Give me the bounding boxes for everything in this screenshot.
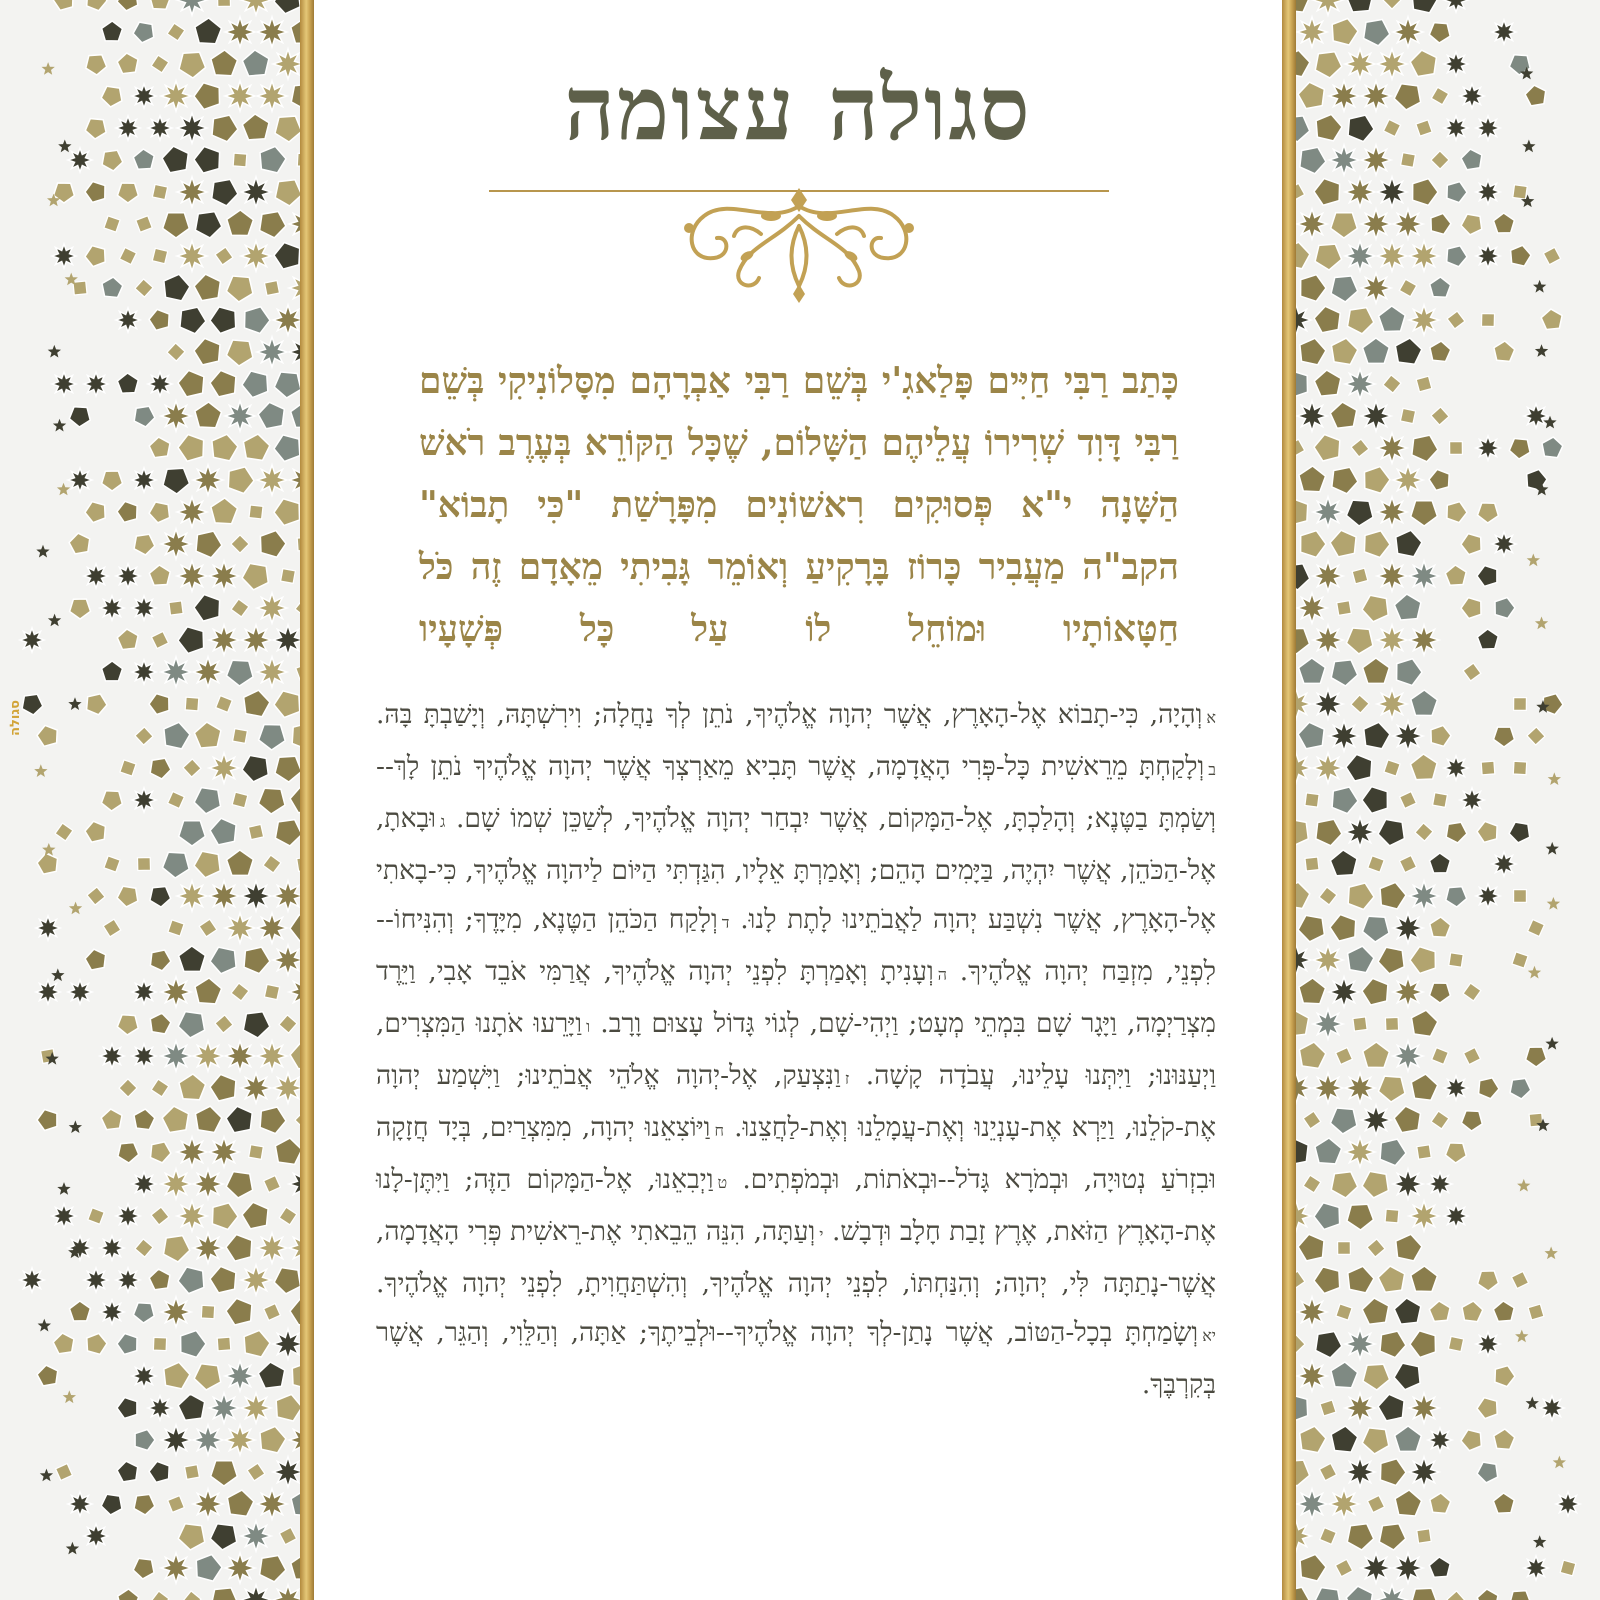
verse-text: וְעָנִיתָ וְאָמַרְתָּ לִפְנֵי יְהוָה אֱלֹהֶיךָ, אֲרַמִּי אֹבֵד אָבִי, וַיֵּרֶד מִצְרַיְמָה, וַיָּגָר שָׁם בִּמְתֵי מְעָט; וַיְהִי-שָׁם, לְגוֹי גָּדוֹל עָצוּם וָרָב. — [376, 956, 1216, 1039]
verse-text: וְלָקַחְתָּ מֵרֵאשִׁית כָּל-פְּרִי הָאֲדָמָה, אֲשֶׁר תָּבִיא מֵאַרְצְךָ אֲשֶׁר יְהוָה אֱלֹהֶיךָ נֹתֵן לָךְ--וְשַׂמְתָּ בַטֶּנֶא; וְהָלַכְתָּ, אֶל-הַמָּקוֹם, אֲשֶׁר יִבְחַר יְהוָה אֱלֹהֶיךָ, לְשַׁכֵּן שְׁמוֹ שָׁם. — [376, 751, 1216, 834]
left-gold-bar — [300, 0, 314, 1600]
left-pattern-border — [0, 0, 300, 1600]
verse-number: ג — [440, 812, 446, 831]
verse-text: וְשָׂמַחְתָּ בְכָל-הַטּוֹב, אֲשֶׁר נָתַן-לְךָ יְהוָה אֱלֹהֶיךָ--וּלְבֵיתֶךָ; אַתָּה, וְהַלֵּוִי, וְהַגֵּר, אֲשֶׁר בְּקִרְבֶּךָ. — [376, 1317, 1216, 1400]
verse-number: י — [819, 1225, 824, 1244]
verse-number: ד — [721, 913, 730, 932]
verses-paragraph — [376, 690, 1216, 1409]
verse-text: וּבָאתָ, אֶל-הַכֹּהֵן, אֲשֶׁר יִהְיֶה, בַּיָּמִים הָהֵם; וְאָמַרְתָּ אֵלָיו, הִגַּדְתִּי הַיּוֹם לַיהוָה אֱלֹהֶיךָ, כִּי-בָאתִי אֶל-הָאָרֶץ, אֲשֶׁר נִשְׁבַּע יְהוָה לַאֲבֹתֵינוּ לָתֶת לָנוּ. — [376, 803, 1216, 935]
intro-paragraph: כָּתַב רַבִּי חַיִּים פָּלַאגִ'י בְּשֵׁם רַבִּי אַבְרָהָם מִסָּלוֹנִיקִי בְּשֵׁם רַבִּי דָּוִד שְׁרִירוֹ עֲלֵיהֶם הַשָּׁלוֹם, שֶׁכָּל הַקּוֹרֵא בְּעֶרֶב רֹאשׁ הַשָּׁנָה י"א פְּסוּקִים רִאשׁוֹנִים מִפָּרָשַׁת "כִּי תָבוֹא" הקב"ה מַעֲבִיר כָּרוֹז בָּרָקִיעַ וְאוֹמֵר גָּבִיתִי מֵאָדָם זֶה כֹּל חַטָּאוֹתָיו וּמוֹחֵל לוֹ עַל כָּל פְּשָׁעָיו — [419, 360, 1179, 650]
verse-number: ה — [937, 965, 947, 984]
verse-number: ב — [1208, 760, 1216, 779]
verse-number: ט — [717, 1173, 728, 1192]
right-pattern-border — [1296, 0, 1600, 1600]
verse-number: א — [1206, 708, 1216, 727]
verse-number: ז — [844, 1069, 850, 1088]
verse-text: וְהָיָה, כִּי-תָבוֹא אֶל-הָאָרֶץ, אֲשֶׁר יְהוָה אֱלֹהֶיךָ, נֹתֵן לְךָ נַחֲלָה; וִירִשְׁתָּהּ, וְיָשַׁבְתָּ בָּהּ. — [376, 699, 1203, 730]
side-logo: סגולה — [8, 700, 23, 736]
verse-number: ו — [586, 1017, 591, 1036]
right-gold-bar — [1282, 0, 1296, 1600]
verse-text: וְעַתָּה, הִנֵּה הֵבֵאתִי אֶת-רֵאשִׁית פְּרִי הָאֲדָמָה, אֲשֶׁר-נָתַתָּה לִּי, יְהוָה; וְהִנַּחְתּוֹ, לִפְנֵי יְהוָה אֱלֹהֶיךָ, וְהִשְׁתַּחֲוִיתָ, לִפְנֵי יְהוָה אֱלֹהֶיךָ. — [376, 1216, 1216, 1299]
verse-text: וַנִּצְעַק, אֶל-יְהוָה אֱלֹהֵי אֲבֹתֵינוּ; וַיִּשְׁמַע יְהוָה אֶת-קֹלֵנוּ, וַיַּרְא אֶת-עָנְיֵנוּ וְאֶת-עֲמָלֵנוּ וְאֶת-לַחֲצֵנוּ. — [376, 1060, 1217, 1143]
verse-number: ח — [714, 1121, 724, 1140]
verse-text: וַיְבִאֵנוּ, אֶל-הַמָּקוֹם הַזֶּה; וַיִּתֶּן-לָנוּ אֶת-הָאָרֶץ הַזֹּאת, אֶרֶץ זָבַת חָלָב וּדְבָשׁ. — [376, 1164, 1217, 1247]
verse-text: וַיּוֹצִאֵנוּ יְהוָה, מִמִּצְרַיִם, בְּיָד חֲזָקָה וּבִזְרֹעַ נְטוּיָה, וּבְמֹרָא גָּדֹל--וּבְאֹתוֹת, וּבְמֹפְתִים. — [376, 1112, 1216, 1195]
verse-text: וַיָּרֵעוּ אֹתָנוּ הַמִּצְרִים, וַיְעַנּוּנוּ; וַיִּתְּנוּ עָלֵינוּ, עֲבֹדָה קָשָׁה. — [376, 1008, 1216, 1091]
right-arabesque-pattern-icon — [1296, 0, 1600, 1600]
verse-number: יא — [1202, 1326, 1216, 1345]
page-title: סגולה עצומה — [564, 56, 1032, 160]
filigree-ornament-icon — [649, 186, 949, 304]
verse-text: וְלָקַח הַכֹּהֵן הַטֶּנֶא, מִיָּדֶךָ; וְהִנִּיחוֹ--לִפְנֵי, מִזְבַּח יְהוָה אֱלֹהֶיךָ. — [376, 904, 1216, 987]
left-arabesque-pattern-icon — [0, 0, 300, 1600]
text-panel — [314, 0, 1282, 1600]
